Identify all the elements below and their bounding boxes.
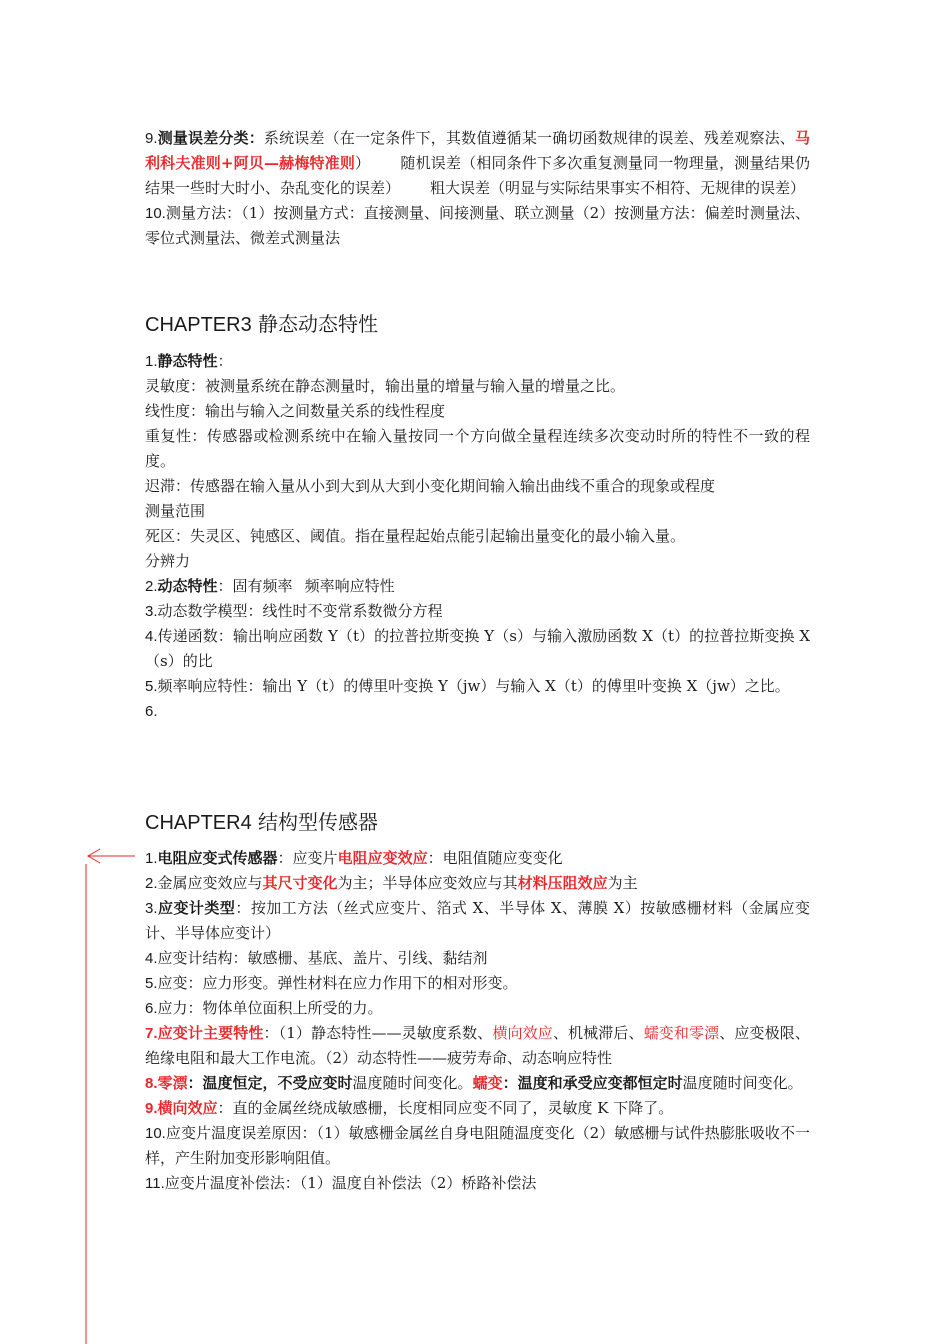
item-9-label: 测量误差分类：: [157, 129, 264, 147]
chapter4-body: [145, 846, 810, 1196]
ch4-item-11: 11.应变片温度补偿法：（1）温度自补偿法（2）桥路补偿法: [145, 1174, 537, 1192]
ch4-item-5: 5.应变：应力形变。弹性材料在应力作用下的相对形变。: [145, 974, 518, 992]
ch4-item-3: 3.应变计类型：按加工方法（丝式应变片、箔式 X、半导体 X、薄膜 X）按敏感栅材料（金属应变计、半导体应变计）: [145, 899, 810, 942]
ch4-item-2: 2.金属应变效应与其尺寸变化为主；半导体应变效应与其材料压阻效应为主: [145, 874, 638, 892]
ch3-item-1: 1.静态特性：: [145, 352, 233, 370]
ch3-item-5: 5.频率响应特性：输出 Y（t）的傅里叶变换 Y（jw）与输入 X（t）的傅里叶变换 X（jw）之比。: [145, 677, 790, 695]
ch3-line-linearity: 线性度：输出与输入之间数量关系的线性程度: [145, 402, 446, 420]
ch3-line-deadzone: 死区：失灵区、钝感区、阈值。指在量程起始点能引起输出量变化的最小输入量。: [145, 527, 686, 545]
ch3-line-hysteresis: 迟滞：传感器在输入量从小到大到从大到小变化期间输入输出曲线不重合的现象或程度: [145, 477, 716, 495]
arrow-left-icon: [88, 849, 135, 863]
ch4-item-8: 8.零漂：温度恒定，不受应变时温度随时间变化。蠕变：温度和承受应变都恒定时温度随时间变化。: [145, 1074, 803, 1092]
ch3-line-range: 测量范围: [145, 502, 206, 520]
chapter3-body: [145, 349, 810, 724]
item-10-paragraph: 10.测量方法：（1）按测量方式：直接测量、间接测量、联立测量（2）按测量方法：偏差时测量法、零位式测量法、微差式测量法: [145, 204, 810, 247]
ch3-item-2: 2.动态特性：固有频率 频率响应特性: [145, 577, 395, 595]
highlight-criteria: 马利科夫准则+阿贝—赫梅特准则: [145, 129, 810, 172]
ch3-item-4: 4.传递函数：输出响应函数 Y（t）的拉普拉斯变换 Y（s）与输入激励函数 X（t）的拉普拉斯变换 X（s）的比: [145, 627, 810, 670]
chapter3-heading: CHAPTER3 静态动态特性: [145, 312, 379, 336]
ch3-line-resolution: 分辨力: [145, 552, 191, 570]
ch4-item-9: 9.横向效应：直的金属丝绕成敏感栅，长度相同应变不同了，灵敏度 K 下降了。: [145, 1099, 674, 1117]
ch4-item-6: 6.应力：物体单位面积上所受的力。: [145, 999, 383, 1017]
ch4-item-7: 7.应变计主要特性：（1）静态特性——灵敏度系数、横向效应、机械滞后、蠕变和零漂、应变极限、绝缘电阻和最大工作电流。（2）动态特性——疲劳寿命、动态响应特性: [145, 1024, 810, 1067]
ch4-item-4: 4.应变计结构：敏感栅、基底、盖片、引线、黏结剂: [145, 949, 488, 967]
measurement-section: [145, 126, 810, 251]
ch3-item-3: 3.动态数学模型：线性时不变常系数微分方程: [145, 602, 443, 620]
ch3-line-sensitivity: 灵敏度：被测量系统在静态测量时，输出量的增量与输入量的增量之比。: [145, 377, 626, 395]
ch3-item-6: 6.: [145, 703, 158, 720]
ch3-line-repeatability: 重复性：传感器或检测系统中在输入量按同一个方向做全量程连续多次变动时所的特性不一致的程度。: [145, 427, 810, 470]
ch4-item-10: 10.应变片温度误差原因：（1）敏感栅金属丝自身电阻随温度变化（2）敏感栅与试件热膨胀吸收不一样，产生附加变形影响阻值。: [145, 1124, 810, 1167]
ch4-item-1: 1.电阻应变式传感器：应变片电阻应变效应：电阻值随应变变化: [145, 849, 563, 867]
chapter4-heading: CHAPTER4 结构型传感器: [145, 810, 379, 834]
item-9-paragraph: 9.测量误差分类：系统误差（在一定条件下，其数值遵循某一确切函数规律的误差、残差观察法、马利科夫准则+阿贝—赫梅特准则） 随机误差（相同条件下多次重复测量同一物理量，测量结果仍结果一些时大时小、杂乱变化的误差） 粗大误差（明显与实际结果事实不相符、无规律的误差）: [145, 129, 810, 197]
